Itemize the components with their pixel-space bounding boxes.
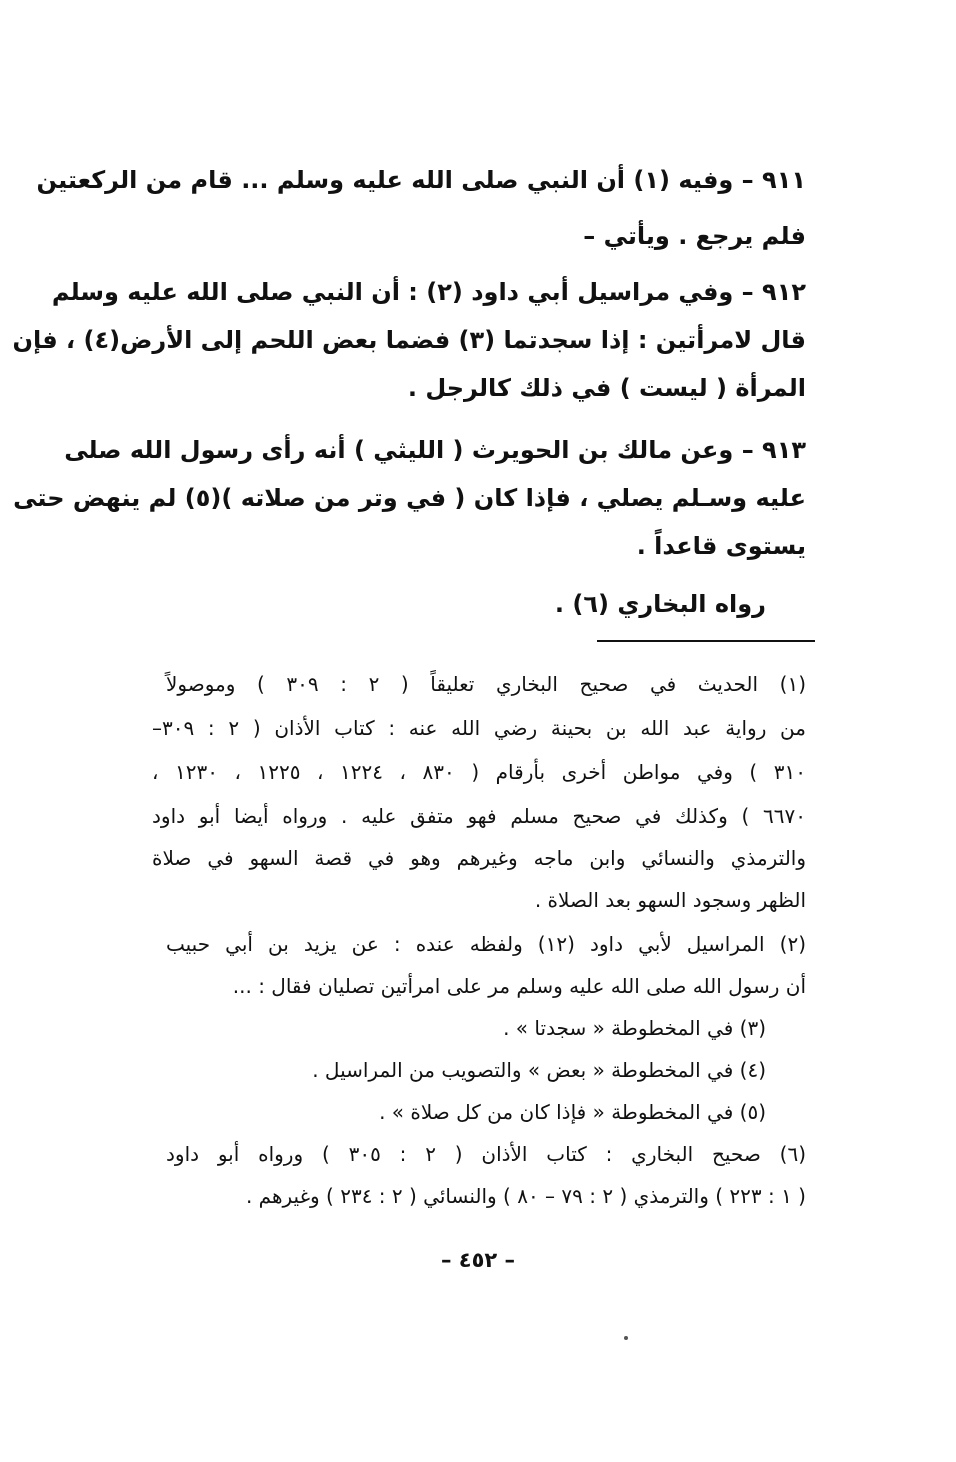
footnote-separator <box>597 640 815 642</box>
hadith-912-line-3: المرأة ( ليست ) في ذلك كالرجل . <box>407 374 806 402</box>
footnote-6-line-1: (٦) صحيح البخاري : كتاب الأذان ( ٢ : ٣٠٥ ) ورواه أبو داود <box>166 1142 806 1166</box>
page-number: – ٤٥٢ – <box>440 1248 516 1272</box>
footnote-2-line-1: (٢) المراسيل لأبي داود (١٢) ولفظه عنده : عن يزيد بن أبي حبيب <box>166 932 806 956</box>
hadith-913-line-1: ٩١٣ – وعن مالك بن الحويرث ( الليثي ) أنه رأى رسول الله صلى <box>64 436 806 464</box>
hadith-913-line-2: عليه وسـلم يصلي ، فإذا كان ( في وتر من صلاته )(٥) لم ينهض حتى <box>13 484 806 512</box>
ink-speck <box>624 1336 628 1340</box>
hadith-911-line-2: فلم يرجع . ويأتي – <box>583 222 806 250</box>
footnote-5: (٥) في المخطوطة « فإذا كان من كل صلاة » . <box>379 1100 766 1124</box>
footnote-4: (٤) في المخطوطة « بعض » والتصويب من المراسيل . <box>312 1058 766 1082</box>
footnote-2-line-2: أن رسول الله صلى الله عليه وسلم مر على امرأتين تصليان فقال : ... <box>232 974 806 998</box>
hadith-912-line-1: ٩١٢ – وفي مراسيل أبي داود (٢) : أن النبي صلى الله عليه وسلم <box>51 278 806 306</box>
footnote-1-line-2: من رواية عبد الله بن بحينة رضي الله عنه : كتاب الأذان ( ٢ : ٣٠٩– <box>152 716 806 740</box>
footnote-1-line-1: (١) الحديث في صحيح البخاري تعليقاً ( ٢ : ٣٠٩ ) وموصولاً <box>166 672 806 696</box>
footnote-1-line-4: ٦٦٧٠ ) وكذلك في صحيح مسلم فهو متفق عليه . ورواه أيضا أبو داود <box>152 804 806 828</box>
footnote-3: (٣) في المخطوطة « سجدتا » . <box>503 1016 766 1040</box>
footnote-6-line-2: ( ١ : ٢٢٣ ) والترمذي ( ٢ : ٧٩ – ٨٠ ) والنسائي ( ٢ : ٢٣٤ ) وغيرهم . <box>245 1184 806 1208</box>
hadith-913-line-3: يستوى قاعداً . <box>636 532 806 560</box>
hadith-source: رواه البخاري (٦) . <box>554 590 766 618</box>
footnote-1-line-3: ٣١٠ ) وفي مواطن أخرى بأرقام ( ٨٣٠ ، ١٢٢٤ ، ١٢٢٥ ، ١٢٣٠ ، <box>152 760 807 784</box>
footnote-1-line-6: الظهر وسجود السهو بعد الصلاة . <box>534 888 806 912</box>
hadith-912-line-2: قال لامرأتين : إذا سجدتما (٣) فضما بعض اللحم إلى الأرض(٤) ، فإن <box>12 326 806 354</box>
hadith-911-line-1: ٩١١ – وفيه (١) أن النبي صلى الله عليه وسلم ... قام من الركعتين <box>36 166 806 194</box>
footnote-1-line-5: والترمذي والنسائي وابن ماجه وغيرهم وهو في قصة السهو في صلاة <box>152 846 806 870</box>
